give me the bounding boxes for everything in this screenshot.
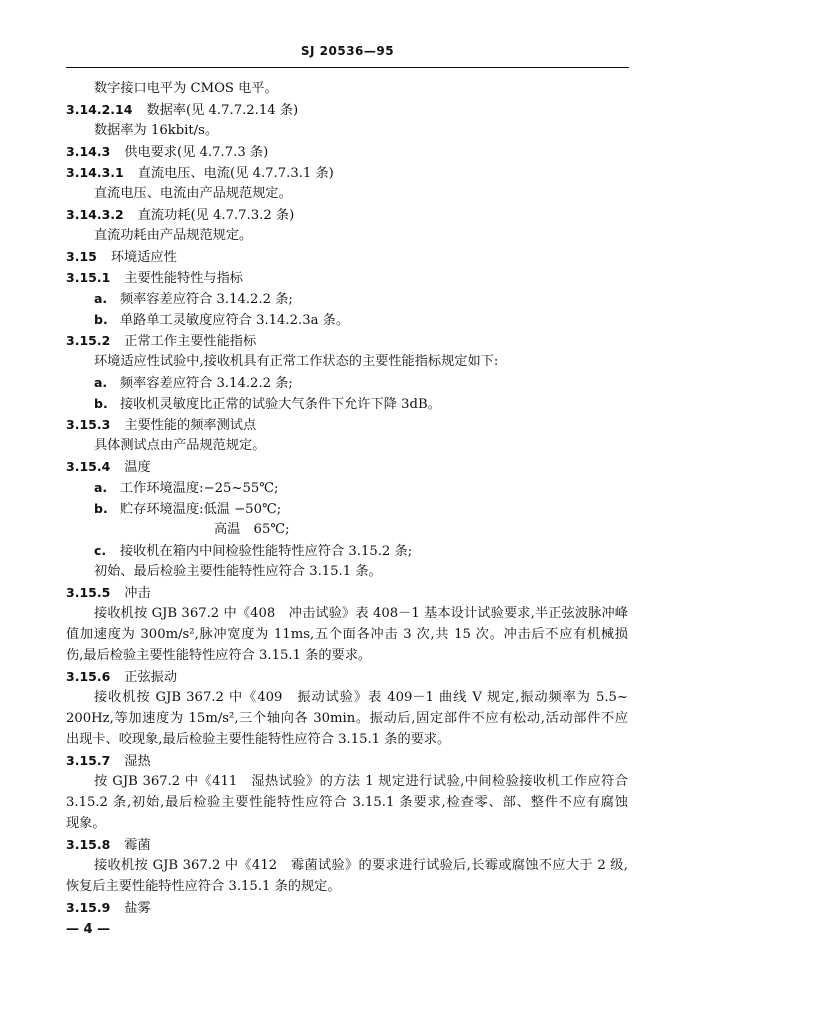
section-title: 湿热 (124, 754, 151, 769)
section-number: 3.14.3.1 (66, 165, 124, 180)
section-number: 3.15.5 (66, 585, 111, 600)
section-heading (66, 584, 151, 603)
list-item (94, 500, 281, 519)
list-text: 工作环境温度:−25~55℃; (120, 481, 279, 496)
text-line: 数据率为 16kbit/s。 (94, 123, 219, 138)
text-line: 现象。 (66, 816, 106, 831)
list-text: 频率容差应符合 3.14.2.2 条; (120, 292, 293, 307)
section-heading (66, 164, 334, 183)
section-heading (66, 206, 294, 225)
list-item (94, 290, 293, 309)
section-number: 3.15.2 (66, 333, 111, 348)
text-line: 伤,最后检验主要性能特性应符合 3.15.1 条的要求。 (66, 648, 372, 663)
list-item (94, 395, 441, 414)
list-text: 接收机在箱内中间检验性能特性应符合 3.15.2 条; (120, 544, 413, 559)
text-line: 200Hz,等加速度为 15m/s²,三个轴向各 30min。振动后,固定部件不应有松动,活动部件不应 (66, 711, 628, 726)
list-text: 贮存环境温度:低温 −50℃; (120, 502, 282, 517)
section-title: 直流功耗(见 4.7.7.3.2 条) (137, 208, 295, 223)
list-item (94, 374, 293, 393)
section-title: 主要性能特性与指标 (124, 271, 243, 286)
section-number: 3.15.4 (66, 459, 111, 474)
text-line: 值加速度为 300m/s²,脉冲宽度为 11ms,五个面各冲击 3 次,共 15 次。冲击后不应有机械损 (66, 627, 628, 642)
section-heading (66, 416, 256, 435)
text-line: 接收机按 GJB 367.2 中《408 冲击试验》表 408－1 基本设计试验要求,半正弦波脉冲峰 (94, 606, 628, 621)
section-number: 3.15.6 (66, 669, 111, 684)
list-text: 频率容差应符合 3.14.2.2 条; (120, 376, 293, 391)
list-label: a. (94, 291, 108, 306)
section-title: 盐雾 (124, 901, 151, 916)
section-title: 数据率(见 4.7.7.2.14 条) (146, 103, 299, 118)
text-line: 高温 65℃; (214, 522, 290, 537)
section-number: 3.15.3 (66, 417, 111, 432)
section-number: 3.15.7 (66, 753, 111, 768)
list-label: b. (94, 501, 108, 516)
section-number: 3.14.3.2 (66, 207, 124, 222)
section-number: 3.15.8 (66, 837, 111, 852)
section-heading (66, 143, 268, 162)
text-line: 恢复后主要性能特性应符合 3.15.1 条的规定。 (66, 879, 341, 894)
section-title: 霉菌 (124, 838, 151, 853)
text-line: 具体测试点由产品规范规定。 (94, 438, 266, 453)
section-heading (66, 668, 177, 687)
section-heading (66, 899, 151, 918)
page-number: — 4 — (66, 922, 111, 937)
text-line: 接收机按 GJB 367.2 中《412 霉菌试验》的要求进行试验后,长霉或腐蚀不应大于 2 级, (94, 858, 628, 873)
section-heading (66, 752, 151, 771)
section-title: 供电要求(见 4.7.7.3 条) (124, 145, 269, 160)
document-code: SJ 20536—95 (300, 44, 395, 58)
section-heading (66, 101, 298, 120)
text-line: 直流功耗由产品规范规定。 (94, 228, 253, 243)
list-text: 单路单工灵敏度应符合 3.14.2.3a 条。 (120, 313, 350, 328)
section-number: 3.15.1 (66, 270, 111, 285)
section-title: 环境适应性 (110, 250, 177, 265)
text-line: 3.15.2 条,初始,最后检验主要性能特性应符合 3.15.1 条要求,检查零、部、整件不应有腐蚀 (66, 795, 628, 810)
section-heading (66, 836, 151, 855)
list-label: c. (94, 543, 107, 558)
list-label: b. (94, 312, 108, 327)
list-label: a. (94, 480, 108, 495)
section-number: 3.14.2.14 (66, 102, 133, 117)
section-heading (66, 269, 243, 288)
section-title: 主要性能的频率测试点 (124, 418, 257, 433)
list-label: b. (94, 396, 108, 411)
list-item (94, 479, 278, 498)
text-line: 初始、最后检验主要性能特性应符合 3.15.1 条。 (94, 564, 382, 579)
section-number: 3.14.3 (66, 144, 111, 159)
section-title: 正常工作主要性能指标 (124, 334, 257, 349)
text-line: 按 GJB 367.2 中《411 湿热试验》的方法 1 规定进行试验,中间检验接收机工作应符合 (94, 774, 628, 789)
section-title: 正弦振动 (124, 670, 178, 685)
section-title: 冲击 (124, 586, 151, 601)
header-rule (66, 67, 629, 68)
section-number: 3.15.9 (66, 900, 111, 915)
list-label: a. (94, 375, 108, 390)
text-line: 接收机按 GJB 367.2 中《409 振动试验》表 409－1 曲线 V 规定,振动频率为 5.5~ (94, 690, 628, 705)
section-number: 3.15 (66, 249, 97, 264)
section-title: 温度 (124, 460, 151, 475)
text-line: 出现卡、咬现象,最后检验主要性能特性应符合 3.15.1 条的要求。 (66, 732, 451, 747)
list-item (94, 311, 349, 330)
section-heading (66, 458, 151, 477)
text-line: 数字接口电平为 CMOS 电平。 (94, 81, 278, 96)
section-heading (66, 248, 177, 267)
list-item (94, 542, 412, 561)
text-line: 直流电压、电流由产品规范规定。 (94, 186, 292, 201)
section-heading (66, 332, 256, 351)
list-text: 接收机灵敏度比正常的试验大气条件下允许下降 3dB。 (120, 397, 441, 412)
section-title: 直流电压、电流(见 4.7.7.3.1 条) (137, 166, 334, 181)
text-line: 环境适应性试验中,接收机具有正常工作状态的主要性能指标规定如下: (94, 354, 499, 369)
